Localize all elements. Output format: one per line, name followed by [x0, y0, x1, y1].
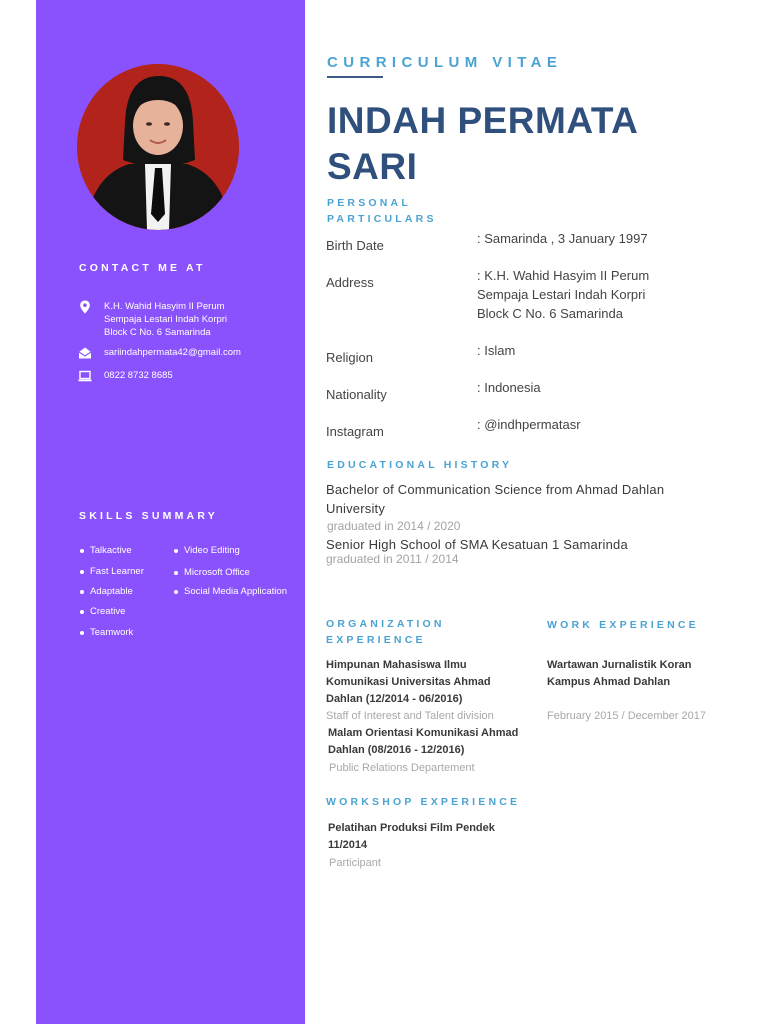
skill-item: Creative	[78, 606, 125, 618]
laptop-icon	[78, 369, 92, 383]
field-label: Birth Date	[326, 238, 384, 253]
workshop-heading: WORKSHOP EXPERIENCE	[326, 796, 521, 808]
workshop-role: Participant	[329, 857, 381, 869]
email-icon	[78, 346, 92, 360]
organization-role: Public Relations Departement	[329, 762, 475, 774]
person-name: INDAH PERMATA SARI	[327, 100, 638, 187]
contact-phone-text: 0822 8732 8685	[104, 370, 173, 381]
field-label: Address	[326, 275, 374, 290]
skill-item: Fast Learner	[78, 566, 144, 578]
contact-phone	[78, 369, 173, 383]
skill-item: Teamwork	[78, 627, 133, 639]
field-label: Nationality	[326, 387, 387, 402]
skill-item: Talkactive	[78, 545, 132, 557]
organization-role: Staff of Interest and Talent division	[326, 710, 494, 722]
location-pin-icon	[78, 300, 92, 314]
profile-photo	[77, 64, 239, 230]
field-value: : @indhpermatasr	[477, 417, 581, 432]
contact-heading: CONTACT ME AT	[79, 262, 206, 274]
divider	[327, 76, 383, 78]
education-school: Bachelor of Communication Science from Ahmad Dahlan University	[326, 482, 665, 516]
education-heading: EDUCATIONAL HISTORY	[327, 459, 513, 471]
contact-address-text: K.H. Wahid Hasyim II Perum Sempaja Lestari Indah Korpri Block C No. 6 Samarinda	[104, 301, 228, 338]
field-value: : Indonesia	[477, 380, 541, 395]
work-heading: WORK EXPERIENCE	[547, 619, 699, 631]
skills-heading: SKILLS SUMMARY	[79, 510, 218, 522]
contact-address	[78, 300, 244, 339]
cv-label: CURRICULUM VITAE	[327, 54, 563, 71]
skill-item: Microsoft Office	[172, 567, 250, 579]
organization-entry: Malam Orientasi Komunikasi Ahmad Dahlan (08/2016 - 12/2016)	[328, 727, 519, 756]
field-value: : K.H. Wahid Hasyim II Perum Sempaja Lestari Indah Korpri Block C No. 6 Samarinda	[477, 268, 650, 321]
skill-item: Adaptable	[78, 586, 133, 598]
contact-email-text[interactable]: sariindahpermata42@gmail.com	[104, 347, 241, 358]
skill-item: Video Editing	[172, 545, 240, 557]
field-label: Religion	[326, 350, 373, 365]
education-school: Senior High School of SMA Kesatuan 1 Samarinda	[326, 537, 628, 552]
organization-heading: ORGANIZATION EXPERIENCE	[326, 618, 445, 646]
organization-entry: Himpunan Mahasiswa Ilmu Komunikasi Universitas Ahmad Dahlan (12/2014 - 06/2016)	[326, 659, 491, 705]
portrait-image	[77, 64, 239, 230]
education-years: graduated in 2014 / 2020	[327, 519, 461, 533]
field-value: : Samarinda , 3 January 1997	[477, 231, 648, 246]
workshop-entry: Pelatihan Produksi Film Pendek 11/2014	[328, 822, 495, 851]
personal-particulars-heading: PERSONAL PARTICULARS	[327, 197, 437, 225]
education-years: graduated in 2011 / 2014	[326, 552, 459, 566]
contact-email[interactable]	[78, 346, 241, 360]
skill-item: Social Media Application	[172, 586, 287, 598]
sidebar	[36, 0, 305, 1024]
field-value: : Islam	[477, 343, 516, 358]
work-period: February 2015 / December 2017	[547, 710, 706, 722]
field-label: Instagram	[326, 424, 384, 439]
work-entry: Wartawan Jurnalistik Koran Kampus Ahmad Dahlan	[547, 659, 692, 688]
